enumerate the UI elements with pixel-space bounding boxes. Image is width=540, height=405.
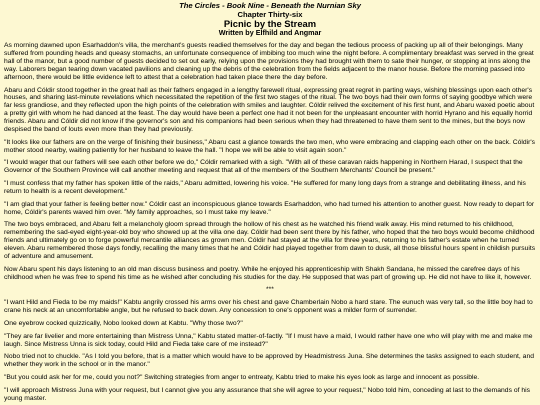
paragraph: "I am glad that your father is feeling better now." Cóldir cast an inconspicuous glance towards Esarhaddon, who had turned his attention to another guest. Now ready to depart for home, Cóldir's parents waved him over. "My family approaches, so I must take my leave." [4,200,535,216]
paragraph: Abaru and Cóldir stood together in the great hall as their fathers engaged in a lengthy farewell ritual, expressing great regret in parting ways, wishing blessings upon each other's houses, and sharing last-minute revelations which necessitated the repetition of the first two stages of the ritual. The two boys had their own forms of saying goodbye which were far less grandiose, and they reflected upon the high points of the celebration with smiles and laughter. Cóldir relived the excitement of his first hunt, and Abaru waxed poetic about a pretty girl with whom he had danced at the feast. The day would have been a perfect one had it not been for the unpleasant encounter with horrid Hyrano and his equally horrid friends. Abaru and Cóldir did not know if the governor's son and his companions had been serious when they had threatened to have them sent to the mines, but the boys now despised the band of louts even more than they had previously. [4,86,535,133]
paragraph: "I will approach Mistress Juna with your request, but I cannot give you any assurance that she will agree to your request," Nobo told him, conceding at last to the demands of his young master. [4,386,530,402]
chapter-number: Chapter Thirty-six [237,9,303,19]
paragraph: "I want Hild and Fieda to be my maids!" Kabtu angrily crossed his arms over his chest and gave Chamberlain Nobo a hard stare. The eunuch was very tall, so the little boy had to crane his neck at an uncomfortable angle, but he refused to back down. Any concession to one's opponent was a milder form of surrender. [4,299,533,314]
chapter-header [4,2,536,37]
story-body [4,42,536,402]
series-title: The Circles - Book Nine - Beneath the Nurnian Sky [179,1,361,10]
paragraph: "I would wager that our fathers will see each other before we do," Cóldir remarked with a sigh. "With all of these caravan raids happening in Northern Harad, I suspect that the Governor of the Southern Province will call another meeting and request that all of the members of the Southern Merchants' Council be present." [4,159,523,175]
paragraph: One eyebrow cocked quizzically, Nobo looked down at Kabtu. "Why those two?" [4,319,243,327]
byline: Written by Elfhild and Angmar [218,28,322,38]
scene-break: *** [266,286,274,294]
paragraph: Nobo tried not to chuckle. "As I told you before, that is a matter which would have to be approved by Headmistress Juna. She determines the tasks assigned to each student, and whether they work in the school or in the manor." [4,353,534,369]
paragraph: The two boys embraced, and Abaru felt a melancholy gloom spread through the hollow of his chest as he watched his friend walk away. His mind returned to his childhood, remembering the sad-eyed eight-year-old boy who showed up at the villa one day. Cóldir had been sent there by his father, who hoped that the two boys would become childhood friends and ultimately go on to forge powerful mercantile alliances as grown men. Cóldir had stayed at the villa for three years, returning to his father's estate when he turned eleven. Abaru remembered those days fondly, recalling the many times that he and Cóldir had played together from dawn to dusk, all those blissful hours spent in childish pursuits of adventure and amusement. [4,221,536,260]
paragraph: Now Abaru spent his days listening to an old man discuss business and poetry. While he enjoyed his apprenticeship with Shakh Sandana, he missed the carefree days of his childhood when he was free to spend his time as he wished after concluding his studies for the day. He supposed that was part of growing up. He did not have to like it, however. [4,265,532,281]
paragraph: "I must confess that my father has spoken little of the raids," Abaru admitted, lowering his voice. "He suffered for many long days from a strange and debilitating illness, and his return to health is a recent development." [4,180,526,195]
paragraph: "It looks like our fathers are on the verge of finishing their business," Abaru cast a glance towards the two men, who were embracing and clapping each other on the back. Cóldir's mother stood nearby, waiting patiently for her husband to leave the hall. "I hope we will be able to visit again soon." [4,138,535,154]
paragraph: As morning dawned upon Esarhaddon's villa, the merchant's guests readied themselves for the day and began the tedious process of packing up all of their belongings. Many suffered from pounding heads and queasy stomachs, an unfortunate consequence of imbibing too much wine the night before. A complimentary breakfast was served in the great hall of the manor, but a good number of guests decided to set out early, relying upon the provisions they had brought with them to sate their hunger, or stopping at inns along the way. Laborers began tearing down vacated pavilions and cleaning up the debris of the celebration from the fields adjacent to the manor house. Before the morning passed into afternoon, there would be little evidence left to attest that a celebration had taken place there the day before. [4,42,534,81]
paragraph: "But you could ask her for me, could you not?" Switching strategies from anger to entreaty, Kabtu tried to make his eyes look as large and innocent as possible. [4,374,480,382]
chapter-title: Picnic by the Stream [223,18,317,30]
paragraph: "They are far livelier and more entertaining than Mistress Unna," Kabtu stated matter-of-factly. "If I must have a maid, I would rather have one who will play with me and make me laugh. Since Mistress Unna is sick today, could Hild and Fieda take care of me instead?" [4,332,533,348]
